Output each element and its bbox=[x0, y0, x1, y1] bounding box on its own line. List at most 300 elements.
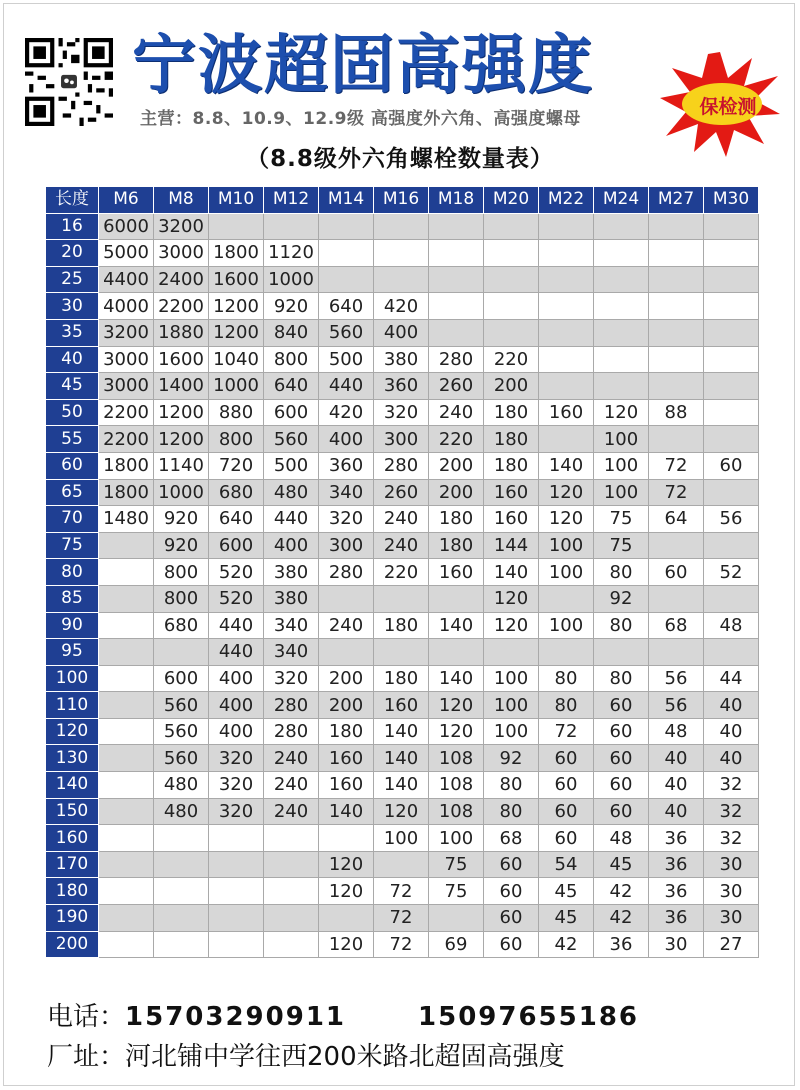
quantity-cell: 280 bbox=[319, 559, 374, 586]
quantity-cell: 140 bbox=[374, 772, 429, 799]
quantity-cell: 60 bbox=[594, 692, 649, 719]
table-row bbox=[46, 319, 759, 346]
quantity-cell: 3000 bbox=[99, 346, 154, 373]
qr-code-icon bbox=[25, 38, 113, 126]
quantity-cell: 160 bbox=[484, 506, 539, 533]
quantity-cell: 100 bbox=[539, 532, 594, 559]
table-row bbox=[46, 240, 759, 267]
length-cell: 75 bbox=[46, 532, 99, 559]
quantity-cell: 60 bbox=[539, 745, 594, 772]
quantity-cell bbox=[209, 213, 264, 240]
quantity-cell: 160 bbox=[539, 399, 594, 426]
quantity-cell bbox=[484, 266, 539, 293]
quantity-cell bbox=[99, 905, 154, 932]
phone-line bbox=[47, 996, 639, 1033]
quantity-cell: 120 bbox=[319, 878, 374, 905]
quantity-cell: 40 bbox=[649, 772, 704, 799]
quantity-cell: 160 bbox=[484, 479, 539, 506]
quantity-cell bbox=[99, 798, 154, 825]
quantity-cell: 1000 bbox=[154, 479, 209, 506]
quantity-cell: 520 bbox=[209, 585, 264, 612]
quantity-cell: 36 bbox=[649, 851, 704, 878]
quantity-cell: 680 bbox=[154, 612, 209, 639]
table-row bbox=[46, 612, 759, 639]
quantity-cell: 80 bbox=[539, 665, 594, 692]
table-row bbox=[46, 905, 759, 932]
quantity-cell: 120 bbox=[319, 851, 374, 878]
quantity-cell bbox=[99, 585, 154, 612]
quantity-cell: 3200 bbox=[99, 319, 154, 346]
company-title: 宁波超固高强度 bbox=[132, 29, 594, 103]
quantity-cell bbox=[539, 346, 594, 373]
quantity-cell: 320 bbox=[209, 772, 264, 799]
quantity-cell: 480 bbox=[154, 798, 209, 825]
quantity-cell: 60 bbox=[484, 878, 539, 905]
length-cell: 110 bbox=[46, 692, 99, 719]
table-row bbox=[46, 692, 759, 719]
quantity-cell: 380 bbox=[264, 559, 319, 586]
table-row bbox=[46, 399, 759, 426]
quantity-cell: 36 bbox=[649, 825, 704, 852]
length-cell: 35 bbox=[46, 319, 99, 346]
quantity-cell: 180 bbox=[319, 718, 374, 745]
length-cell: 150 bbox=[46, 798, 99, 825]
quantity-cell: 500 bbox=[264, 452, 319, 479]
quantity-cell bbox=[539, 293, 594, 320]
phone-number-2[interactable]: 15097655186 bbox=[418, 1002, 640, 1032]
quantity-cell bbox=[649, 213, 704, 240]
quantity-cell bbox=[374, 266, 429, 293]
quantity-cell: 68 bbox=[649, 612, 704, 639]
table-row bbox=[46, 506, 759, 533]
quantity-cell: 180 bbox=[374, 612, 429, 639]
quantity-cell: 48 bbox=[594, 825, 649, 852]
quantity-cell: 280 bbox=[264, 718, 319, 745]
quantity-cell bbox=[484, 639, 539, 666]
length-cell: 20 bbox=[46, 240, 99, 267]
quantity-cell: 64 bbox=[649, 506, 704, 533]
quantity-cell: 4000 bbox=[99, 293, 154, 320]
quantity-cell: 108 bbox=[429, 772, 484, 799]
quantity-cell: 240 bbox=[374, 532, 429, 559]
quantity-cell: 72 bbox=[374, 905, 429, 932]
quantity-cell: 92 bbox=[484, 745, 539, 772]
quantity-cell: 360 bbox=[374, 373, 429, 400]
quantity-cell: 560 bbox=[264, 426, 319, 453]
quantity-cell: 42 bbox=[539, 931, 594, 958]
quantity-cell bbox=[704, 585, 759, 612]
quantity-cell: 800 bbox=[264, 346, 319, 373]
quantity-cell: 600 bbox=[154, 665, 209, 692]
quantity-cell: 30 bbox=[704, 878, 759, 905]
quantity-cell: 340 bbox=[319, 479, 374, 506]
quantity-cell: 60 bbox=[484, 905, 539, 932]
quantity-cell: 72 bbox=[649, 479, 704, 506]
quantity-cell bbox=[704, 399, 759, 426]
quantity-cell: 320 bbox=[374, 399, 429, 426]
length-cell: 180 bbox=[46, 878, 99, 905]
quantity-cell: 40 bbox=[704, 745, 759, 772]
quantity-cell bbox=[704, 213, 759, 240]
table-row bbox=[46, 213, 759, 240]
quantity-cell: 6000 bbox=[99, 213, 154, 240]
quantity-cell: 80 bbox=[484, 798, 539, 825]
quantity-cell: 44 bbox=[704, 665, 759, 692]
quantity-cell: 30 bbox=[704, 905, 759, 932]
quantity-cell bbox=[319, 213, 374, 240]
column-header: M30 bbox=[704, 187, 759, 214]
quantity-cell: 36 bbox=[649, 905, 704, 932]
quantity-cell bbox=[99, 692, 154, 719]
table-header-row bbox=[46, 187, 759, 214]
quantity-cell bbox=[704, 426, 759, 453]
quantity-cell: 40 bbox=[649, 798, 704, 825]
quantity-cell: 80 bbox=[484, 772, 539, 799]
quantity-cell: 440 bbox=[264, 506, 319, 533]
table-row bbox=[46, 665, 759, 692]
quantity-cell: 2200 bbox=[99, 426, 154, 453]
quantity-cell: 1140 bbox=[154, 452, 209, 479]
quantity-cell: 380 bbox=[264, 585, 319, 612]
quantity-cell: 32 bbox=[704, 825, 759, 852]
quantity-cell bbox=[209, 851, 264, 878]
table-row bbox=[46, 825, 759, 852]
quantity-cell: 92 bbox=[594, 585, 649, 612]
quantity-cell: 400 bbox=[209, 718, 264, 745]
quantity-cell: 120 bbox=[484, 585, 539, 612]
quantity-cell bbox=[429, 319, 484, 346]
quantity-cell: 480 bbox=[264, 479, 319, 506]
quantity-cell bbox=[484, 240, 539, 267]
quantity-cell: 380 bbox=[374, 346, 429, 373]
quantity-cell: 1600 bbox=[154, 346, 209, 373]
length-cell: 40 bbox=[46, 346, 99, 373]
length-cell: 70 bbox=[46, 506, 99, 533]
quantity-cell: 68 bbox=[484, 825, 539, 852]
length-cell: 45 bbox=[46, 373, 99, 400]
quantity-cell: 48 bbox=[704, 612, 759, 639]
quantity-cell: 100 bbox=[539, 559, 594, 586]
quantity-cell: 1800 bbox=[99, 479, 154, 506]
quantity-cell: 30 bbox=[704, 851, 759, 878]
length-cell: 120 bbox=[46, 718, 99, 745]
quantity-cell bbox=[594, 266, 649, 293]
quantity-cell bbox=[649, 346, 704, 373]
quantity-cell: 120 bbox=[539, 506, 594, 533]
quantity-cell bbox=[649, 585, 704, 612]
quantity-cell: 560 bbox=[154, 692, 209, 719]
quantity-cell bbox=[539, 585, 594, 612]
quantity-cell: 120 bbox=[539, 479, 594, 506]
quantity-cell: 640 bbox=[319, 293, 374, 320]
quantity-cell: 100 bbox=[539, 612, 594, 639]
quantity-cell: 520 bbox=[209, 559, 264, 586]
quantity-cell bbox=[99, 931, 154, 958]
quantity-cell bbox=[594, 319, 649, 346]
quantity-cell: 640 bbox=[264, 373, 319, 400]
quantity-cell bbox=[704, 319, 759, 346]
quantity-cell: 500 bbox=[319, 346, 374, 373]
quantity-cell: 60 bbox=[649, 559, 704, 586]
length-cell: 170 bbox=[46, 851, 99, 878]
quantity-cell bbox=[154, 639, 209, 666]
quantity-cell bbox=[484, 213, 539, 240]
table-row bbox=[46, 878, 759, 905]
quantity-cell bbox=[594, 213, 649, 240]
quantity-cell: 260 bbox=[429, 373, 484, 400]
table-row bbox=[46, 346, 759, 373]
column-header: M10 bbox=[209, 187, 264, 214]
quantity-cell: 160 bbox=[429, 559, 484, 586]
quantity-cell: 1200 bbox=[209, 319, 264, 346]
length-cell: 90 bbox=[46, 612, 99, 639]
quantity-cell: 360 bbox=[319, 452, 374, 479]
phone-number-1[interactable]: 15703290911 bbox=[125, 1002, 347, 1032]
address-line bbox=[47, 1036, 565, 1073]
quantity-cell: 220 bbox=[429, 426, 484, 453]
corner-header: 长度 bbox=[46, 187, 99, 214]
column-header: M6 bbox=[99, 187, 154, 214]
quantity-cell: 440 bbox=[319, 373, 374, 400]
length-cell: 30 bbox=[46, 293, 99, 320]
table-row bbox=[46, 293, 759, 320]
quantity-cell: 560 bbox=[154, 718, 209, 745]
quantity-cell: 220 bbox=[484, 346, 539, 373]
column-header: M20 bbox=[484, 187, 539, 214]
column-header: M12 bbox=[264, 187, 319, 214]
quantity-cell: 60 bbox=[704, 452, 759, 479]
quantity-cell: 560 bbox=[154, 745, 209, 772]
quantity-cell: 440 bbox=[209, 639, 264, 666]
quantity-cell bbox=[319, 240, 374, 267]
quantity-cell bbox=[649, 426, 704, 453]
length-cell: 25 bbox=[46, 266, 99, 293]
quantity-cell bbox=[99, 559, 154, 586]
quantity-cell: 88 bbox=[649, 399, 704, 426]
quantity-cell bbox=[704, 639, 759, 666]
quantity-cell: 108 bbox=[429, 745, 484, 772]
quantity-cell bbox=[704, 266, 759, 293]
length-cell: 80 bbox=[46, 559, 99, 586]
length-cell: 190 bbox=[46, 905, 99, 932]
quantity-cell bbox=[264, 931, 319, 958]
quantity-cell bbox=[704, 293, 759, 320]
quantity-cell: 1400 bbox=[154, 373, 209, 400]
quantity-cell: 240 bbox=[264, 772, 319, 799]
quantity-cell bbox=[429, 266, 484, 293]
column-header: M18 bbox=[429, 187, 484, 214]
quantity-cell: 54 bbox=[539, 851, 594, 878]
quantity-cell bbox=[319, 905, 374, 932]
badge-text: 保检测 bbox=[699, 96, 757, 118]
quantity-cell: 400 bbox=[264, 532, 319, 559]
quantity-cell: 60 bbox=[539, 825, 594, 852]
quantity-cell: 60 bbox=[594, 798, 649, 825]
quantity-cell bbox=[209, 931, 264, 958]
quantity-cell: 3200 bbox=[154, 213, 209, 240]
quantity-cell bbox=[429, 585, 484, 612]
quantity-cell: 240 bbox=[374, 506, 429, 533]
quantity-cell: 100 bbox=[484, 665, 539, 692]
length-cell: 140 bbox=[46, 772, 99, 799]
quantity-cell: 42 bbox=[594, 878, 649, 905]
quantity-cell bbox=[319, 825, 374, 852]
table-title: （8.8级外六角螺栓数量表） bbox=[246, 146, 554, 172]
quantity-cell: 680 bbox=[209, 479, 264, 506]
table-row bbox=[46, 639, 759, 666]
quantity-cell: 2200 bbox=[154, 293, 209, 320]
quantity-cell bbox=[539, 240, 594, 267]
quantity-cell: 80 bbox=[539, 692, 594, 719]
quantity-cell: 120 bbox=[319, 931, 374, 958]
table-row bbox=[46, 798, 759, 825]
length-cell: 60 bbox=[46, 452, 99, 479]
quantity-cell bbox=[99, 851, 154, 878]
quantity-cell bbox=[429, 240, 484, 267]
quantity-cell: 280 bbox=[429, 346, 484, 373]
quantity-cell bbox=[99, 718, 154, 745]
quantity-cell bbox=[539, 319, 594, 346]
quantity-cell bbox=[154, 825, 209, 852]
quantity-cell: 80 bbox=[594, 612, 649, 639]
address-text: 河北铺中学往西200米路北超固高强度 bbox=[125, 1042, 565, 1072]
quantity-cell: 920 bbox=[154, 532, 209, 559]
quantity-cell: 140 bbox=[374, 745, 429, 772]
quantity-cell bbox=[99, 639, 154, 666]
quantity-cell: 60 bbox=[594, 745, 649, 772]
quantity-cell bbox=[649, 240, 704, 267]
quantity-cell: 56 bbox=[704, 506, 759, 533]
quantity-cell: 200 bbox=[484, 373, 539, 400]
quantity-cell bbox=[154, 905, 209, 932]
quantity-cell bbox=[649, 639, 704, 666]
quantity-cell bbox=[99, 825, 154, 852]
column-header: M22 bbox=[539, 187, 594, 214]
quantity-cell: 240 bbox=[264, 745, 319, 772]
quantity-cell: 440 bbox=[209, 612, 264, 639]
column-header: M8 bbox=[154, 187, 209, 214]
quantity-cell: 75 bbox=[594, 506, 649, 533]
quantity-cell bbox=[429, 293, 484, 320]
quantity-cell: 180 bbox=[484, 452, 539, 479]
quantity-cell bbox=[429, 905, 484, 932]
quantity-cell: 2400 bbox=[154, 266, 209, 293]
quantity-cell: 1200 bbox=[154, 399, 209, 426]
quantity-cell: 180 bbox=[429, 532, 484, 559]
table-row bbox=[46, 559, 759, 586]
quantity-cell: 80 bbox=[594, 559, 649, 586]
quantity-cell: 160 bbox=[319, 772, 374, 799]
quantity-cell bbox=[649, 373, 704, 400]
quantity-cell: 140 bbox=[484, 559, 539, 586]
quantity-cell bbox=[649, 532, 704, 559]
quantity-cell: 120 bbox=[429, 692, 484, 719]
length-cell: 55 bbox=[46, 426, 99, 453]
length-cell: 85 bbox=[46, 585, 99, 612]
quantity-cell: 600 bbox=[264, 399, 319, 426]
quantity-cell: 69 bbox=[429, 931, 484, 958]
quantity-cell: 1800 bbox=[99, 452, 154, 479]
table-row bbox=[46, 266, 759, 293]
quantity-cell bbox=[649, 266, 704, 293]
quantity-cell: 75 bbox=[429, 851, 484, 878]
quantity-cell: 80 bbox=[594, 665, 649, 692]
address-label: 厂址： bbox=[47, 1042, 126, 1072]
quantity-cell bbox=[154, 878, 209, 905]
quantity-cell bbox=[539, 266, 594, 293]
quantity-cell: 400 bbox=[209, 665, 264, 692]
quantity-cell: 840 bbox=[264, 319, 319, 346]
quantity-cell bbox=[264, 825, 319, 852]
quantity-cell: 120 bbox=[594, 399, 649, 426]
quantity-cell bbox=[704, 240, 759, 267]
quantity-cell: 1000 bbox=[264, 266, 319, 293]
quantity-cell: 52 bbox=[704, 559, 759, 586]
quantity-cell: 180 bbox=[429, 506, 484, 533]
quantity-cell bbox=[539, 213, 594, 240]
quantity-cell bbox=[99, 532, 154, 559]
quantity-cell bbox=[429, 639, 484, 666]
quantity-cell: 140 bbox=[374, 718, 429, 745]
quantity-cell: 1200 bbox=[154, 426, 209, 453]
quantity-cell: 1800 bbox=[209, 240, 264, 267]
quantity-cell bbox=[264, 878, 319, 905]
quantity-cell: 220 bbox=[374, 559, 429, 586]
column-header: M24 bbox=[594, 187, 649, 214]
quantity-cell: 27 bbox=[704, 931, 759, 958]
quantity-cell bbox=[374, 639, 429, 666]
quantity-cell: 100 bbox=[594, 426, 649, 453]
quantity-cell: 45 bbox=[539, 905, 594, 932]
quantity-cell: 60 bbox=[484, 851, 539, 878]
quantity-cell: 1000 bbox=[209, 373, 264, 400]
quantity-cell: 30 bbox=[649, 931, 704, 958]
quantity-cell: 300 bbox=[374, 426, 429, 453]
table-row bbox=[46, 585, 759, 612]
quantity-cell bbox=[374, 213, 429, 240]
phone-label: 电话： bbox=[47, 1002, 126, 1032]
quantity-cell: 40 bbox=[704, 718, 759, 745]
quantity-cell: 800 bbox=[154, 585, 209, 612]
table-row bbox=[46, 532, 759, 559]
quantity-cell: 144 bbox=[484, 532, 539, 559]
quantity-cell: 320 bbox=[209, 798, 264, 825]
quantity-cell: 400 bbox=[374, 319, 429, 346]
quantity-cell: 60 bbox=[539, 772, 594, 799]
quantity-cell bbox=[484, 293, 539, 320]
quantity-cell: 140 bbox=[539, 452, 594, 479]
quantity-cell: 920 bbox=[264, 293, 319, 320]
quantity-cell: 140 bbox=[429, 665, 484, 692]
quantity-cell: 800 bbox=[209, 426, 264, 453]
quantity-cell: 36 bbox=[594, 931, 649, 958]
quantity-cell: 120 bbox=[374, 798, 429, 825]
quantity-cell: 60 bbox=[484, 931, 539, 958]
quantity-cell: 75 bbox=[429, 878, 484, 905]
quantity-cell: 340 bbox=[264, 639, 319, 666]
quantity-cell: 180 bbox=[484, 399, 539, 426]
quantity-cell: 160 bbox=[319, 745, 374, 772]
quantity-cell: 45 bbox=[594, 851, 649, 878]
quantity-cell bbox=[264, 851, 319, 878]
quantity-cell bbox=[704, 479, 759, 506]
quantity-cell: 1120 bbox=[264, 240, 319, 267]
quantity-cell: 60 bbox=[539, 798, 594, 825]
table-row bbox=[46, 745, 759, 772]
quantity-cell: 280 bbox=[374, 452, 429, 479]
quantity-cell: 160 bbox=[374, 692, 429, 719]
quantity-cell: 48 bbox=[649, 718, 704, 745]
